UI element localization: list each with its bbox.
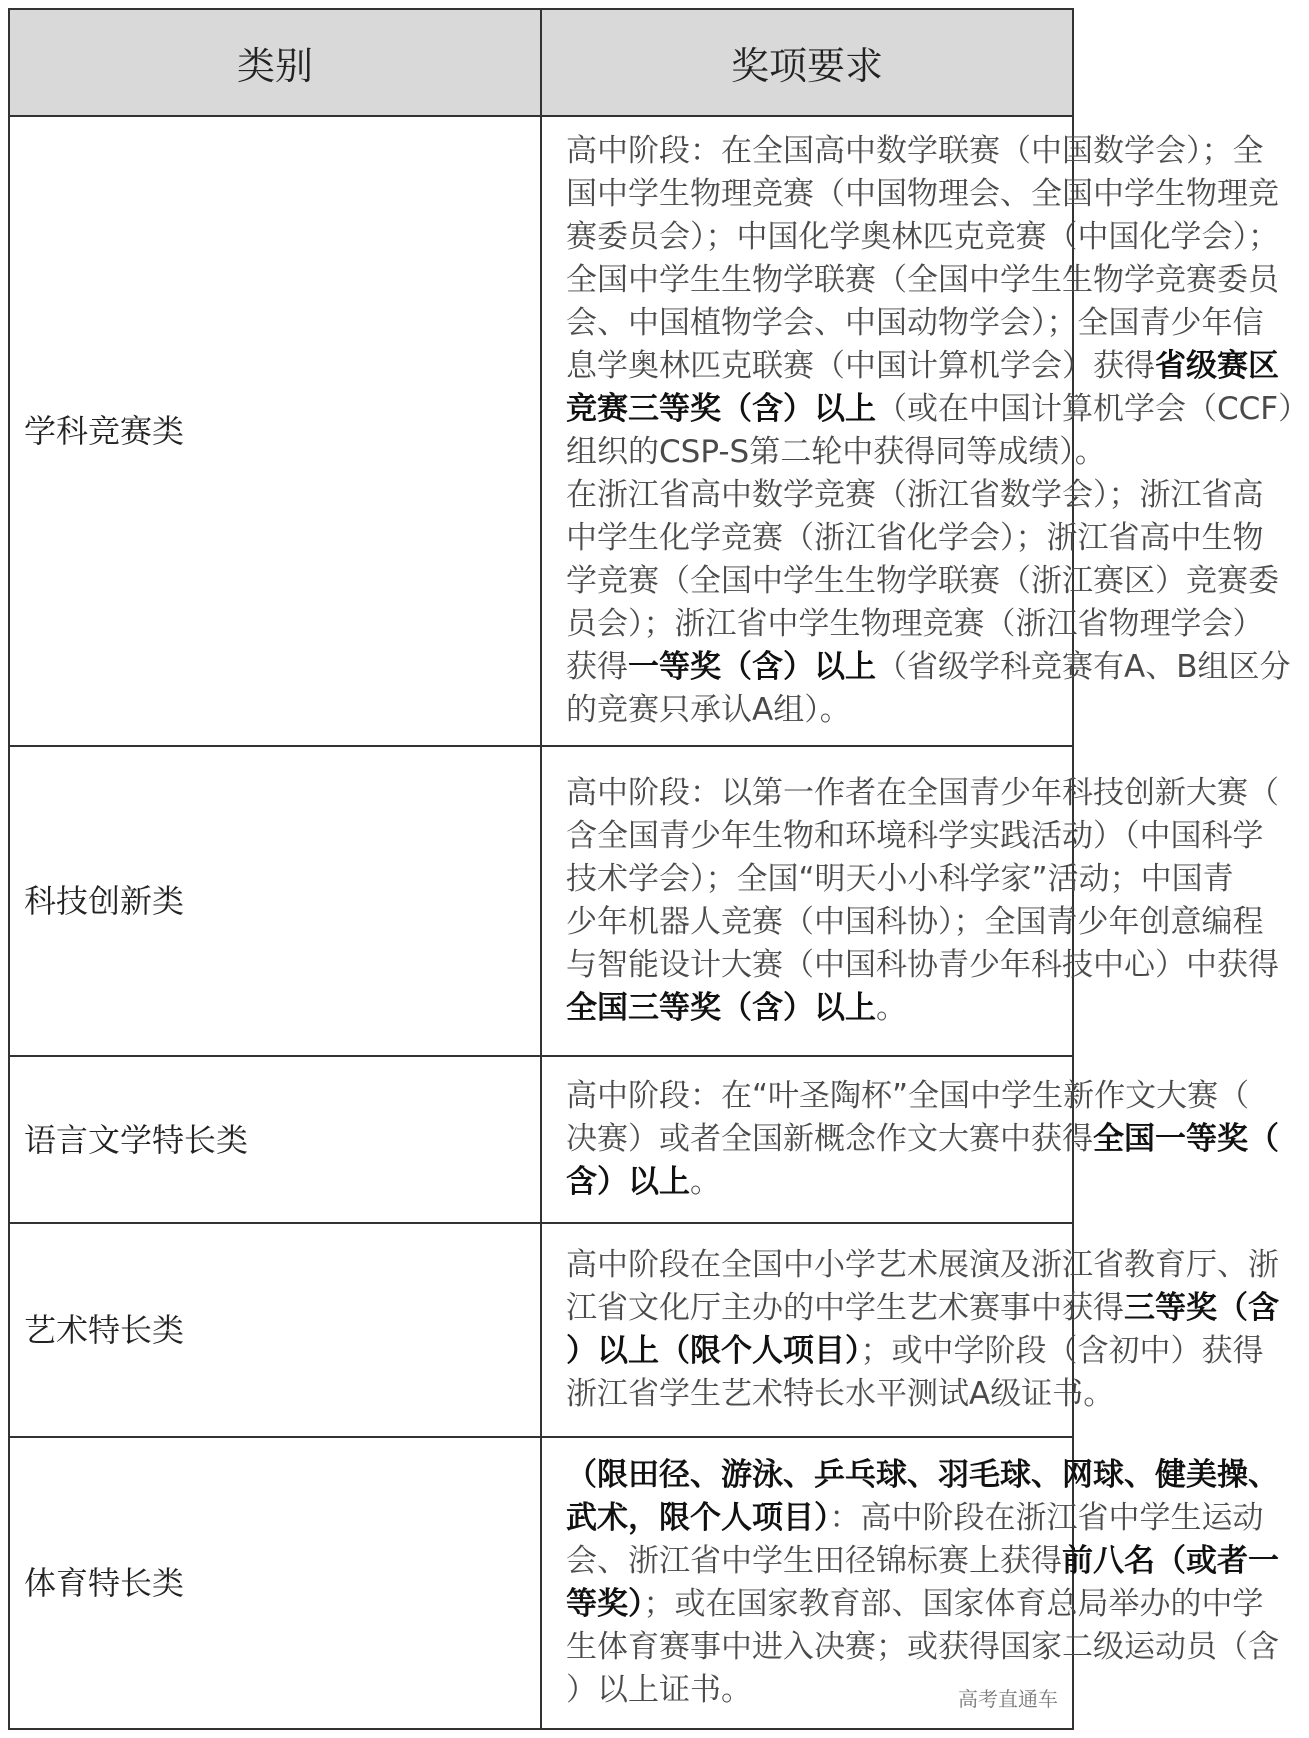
category-cell: 艺术特长类 <box>9 1223 541 1437</box>
table-row <box>9 746 1073 1056</box>
text-segment: 会、中国植物学会、中国动物学会）；全国青少年信 <box>566 305 1264 341</box>
highlighted-text: 省级赛区 <box>1155 348 1279 384</box>
table-header-row <box>9 9 1073 116</box>
category-cell: 科技创新类 <box>9 746 541 1056</box>
text-segment: 生体育赛事中进入决赛；或获得国家二级运动员（含 <box>566 1629 1279 1665</box>
requirement-line <box>566 603 1264 646</box>
text-segment: 高中阶段：以第一作者在全国青少年科技创新大赛（ <box>566 775 1279 811</box>
requirement-cell <box>541 1437 1279 1729</box>
text-segment: 赛委员会）；中国化学奥林匹克竞赛（中国化学会）； <box>566 219 1279 255</box>
text-segment: ；或在国家教育部、国家体育总局举办的中学 <box>643 1586 1264 1622</box>
requirement-line <box>566 1287 1279 1330</box>
requirement-line <box>566 987 1060 1030</box>
requirement-line <box>566 1583 1264 1626</box>
table-row <box>9 1437 1073 1729</box>
highlighted-text: 含）以上 <box>566 1164 690 1200</box>
text-segment: 高中阶段：在“叶圣陶杯”全国中学生新作文大赛（ <box>566 1078 1250 1114</box>
text-segment: 全国中学生生物学联赛（全国中学生生物学竞赛委员 <box>566 262 1279 298</box>
text-segment: 含全国青少年生物和环境科学实践活动）（中国科学 <box>566 818 1264 854</box>
highlighted-text: 三等奖（含 <box>1124 1290 1279 1326</box>
requirement-line <box>566 1244 1279 1287</box>
requirement-line <box>566 1161 1060 1204</box>
requirement-line <box>566 1497 1264 1540</box>
requirement-line <box>566 517 1264 560</box>
header-requirement: 奖项要求 <box>541 9 1073 116</box>
text-segment: 少年机器人竞赛（中国科协）；全国青少年创意编程 <box>566 904 1264 940</box>
highlighted-text: 武术，限个人项目） <box>566 1500 830 1536</box>
requirement-line <box>566 689 1060 732</box>
text-segment: 浙江省学生艺术特长水平测试A级证书。 <box>566 1376 1115 1412</box>
category-cell: 学科竞赛类 <box>9 116 541 746</box>
highlighted-text: 竞赛三等奖（含）以上 <box>566 391 876 427</box>
requirement-line <box>566 302 1264 345</box>
requirement-cell <box>541 746 1279 1056</box>
highlighted-text: ）以上（限个人项目） <box>566 1333 861 1369</box>
requirement-line <box>566 259 1279 302</box>
text-segment: 决赛）或者全国新概念作文大赛中获得 <box>566 1121 1093 1157</box>
requirement-line <box>566 173 1279 216</box>
requirement-line <box>566 815 1264 858</box>
requirement-line <box>566 1373 1115 1416</box>
table-row <box>9 116 1073 746</box>
text-segment: 高中阶段在全国中小学艺术展演及浙江省教育厅、浙 <box>566 1247 1279 1283</box>
text-segment: 。 <box>690 1164 721 1200</box>
text-segment: ）以上证书。 <box>566 1672 752 1708</box>
requirement-line <box>566 216 1279 259</box>
requirement-line <box>566 1626 1279 1669</box>
requirement-line <box>566 901 1264 944</box>
highlighted-text: （限田径、游泳、乒乓球、羽毛球、网球、健美操、 <box>566 1457 1279 1493</box>
text-segment: 息学奥林匹克联赛（中国计算机学会）获得 <box>566 348 1155 384</box>
table-row <box>9 1223 1073 1437</box>
text-segment: 国中学生物理竞赛（中国物理会、全国中学生物理竞 <box>566 176 1279 212</box>
awards-requirements-table <box>8 8 1309 1730</box>
table-row <box>9 1056 1073 1223</box>
requirement-line <box>566 1075 1250 1118</box>
text-segment: 的竞赛只承认A组）。 <box>566 692 851 728</box>
requirement-line <box>566 1454 1279 1497</box>
requirement-line <box>566 431 1106 474</box>
requirement-line <box>566 474 1264 517</box>
requirement-cell <box>541 116 1309 746</box>
requirement-cell <box>541 1223 1279 1437</box>
text-segment: 江省文化厅主办的中学生艺术赛事中获得 <box>566 1290 1124 1326</box>
requirement-line <box>566 772 1279 815</box>
text-segment: 学竞赛（全国中学生生物学联赛（浙江赛区）竞赛委 <box>566 563 1279 599</box>
text-segment: （或在中国计算机学会（CCF） <box>876 391 1309 427</box>
text-segment: 获得 <box>566 649 628 685</box>
highlighted-text: 全国一等奖（ <box>1093 1121 1279 1157</box>
text-segment: 在浙江省高中数学竞赛（浙江省数学会）；浙江省高 <box>566 477 1264 513</box>
watermark: 高考直通车 <box>958 1687 1058 1711</box>
requirement-line <box>566 1118 1279 1161</box>
requirement-cell <box>541 1056 1279 1223</box>
requirement-line <box>566 646 1291 689</box>
text-segment: 会、浙江省中学生田径锦标赛上获得 <box>566 1543 1062 1579</box>
requirement-line <box>566 1540 1279 1583</box>
text-segment: 中学生化学竞赛（浙江省化学会）；浙江省高中生物 <box>566 520 1264 556</box>
requirement-line <box>566 1330 1264 1373</box>
text-segment: 高中阶段：在全国高中数学联赛（中国数学会）；全 <box>566 133 1264 169</box>
requirement-line <box>566 560 1279 603</box>
text-segment: 。 <box>876 990 907 1026</box>
text-segment: 员会）；浙江省中学生物理竞赛（浙江省物理学会） <box>566 606 1264 642</box>
text-segment: 组织的CSP-S第二轮中获得同等成绩）。 <box>566 434 1106 470</box>
header-category: 类别 <box>9 9 541 116</box>
text-segment: ：高中阶段在浙江省中学生运动 <box>829 1500 1264 1536</box>
category-cell: 体育特长类 <box>9 1437 541 1729</box>
requirement-line <box>566 130 1264 173</box>
text-segment: 技术学会）；全国“明天小小科学家”活动；中国青 <box>566 861 1234 897</box>
category-cell: 语言文学特长类 <box>9 1056 541 1223</box>
text-segment: （省级学科竞赛有A、B组区分 <box>876 649 1291 685</box>
requirement-line <box>566 345 1279 388</box>
text-segment: 与智能设计大赛（中国科协青少年科技中心）中获得 <box>566 947 1279 983</box>
requirement-line <box>566 388 1309 431</box>
requirement-line <box>566 944 1279 987</box>
text-segment: ；或中学阶段（含初中）获得 <box>860 1333 1264 1369</box>
requirement-line <box>566 858 1234 901</box>
highlighted-text: 前八名（或者一 <box>1062 1543 1279 1579</box>
highlighted-text: 一等奖（含）以上 <box>628 649 876 685</box>
highlighted-text: 全国三等奖（含）以上 <box>566 990 876 1026</box>
highlighted-text: 等奖） <box>566 1586 644 1622</box>
